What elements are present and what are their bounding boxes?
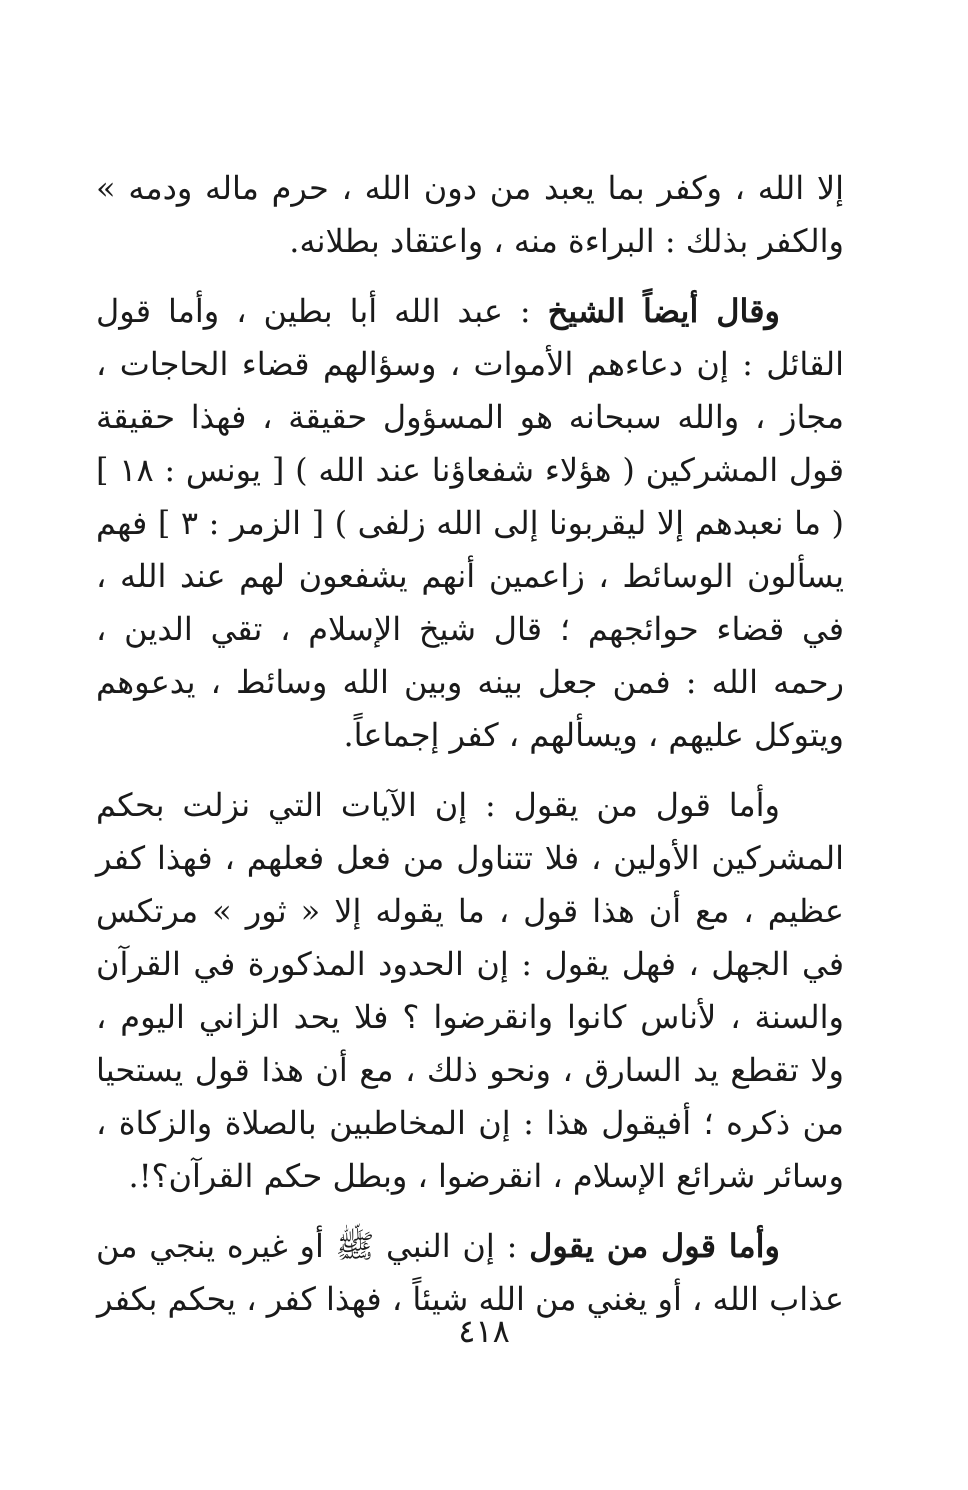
page-body xyxy=(96,162,844,1326)
paragraph-4 xyxy=(96,1220,844,1326)
paragraph-4-lead: وأما قول من يقول xyxy=(529,1227,781,1265)
page-number: ٤١٨ xyxy=(458,1312,510,1350)
paragraph-3-text: وأما قول من يقول : إن الآيات التي نزلت بحكم المشركين الأولين ، فلا تتناول من فعل فعلهم ، فهذا كفر عظيم ، مع أن هذا قول ، ما يقوله إلا « ثور » مرتكس في الجهل ، فهل يقول : إن الحدود المذكورة في القرآن والسنة ، لأناس كانوا وانقرضوا ؟ فلا يحد الزاني اليوم ، ولا تقطع يد السارق ، ونحو ذلك ، مع أن هذا قول يستحيا من ذكره ؛ أفيقول هذا : إن المخاطبين بالصلاة والزكاة ، وسائر شرائع الإسلام ، انقرضوا ، وبطل حكم القرآن؟!. xyxy=(96,786,845,1195)
paragraph-3 xyxy=(96,779,844,1203)
paragraph-2-text: : عبد الله أبا بطين ، وأما قول القائل : إن دعاءهم الأموات ، وسؤالهم قضاء الحاجات ، مجاز ، والله سبحانه هو المسؤول حقيقة ، فهذا حقيقة قول المشركين ( هؤلاء شفعاؤنا عند الله ) [ يونس : ١٨ ] ( ما نعبدهم إلا ليقربونا إلى الله زلفى ) [ الزمر : ٣ ] فهم يسألون الوسائط ، زاعمين أنهم يشفعون لهم عند الله ، في قضاء حوائجهم ؛ قال شيخ الإسلام ، تقي الدين ، رحمه الله : فمن جعل بينه وبين الله وسائط ، يدعوهم ويتوكل عليهم ، ويسألهم ، كفر إجماعاً. xyxy=(96,292,845,754)
paragraph-2 xyxy=(96,285,844,762)
paragraph-4-text: : إن النبي ﷺ أو غيره ينجي من عذاب الله ، أو يغني من الله شيئاً ، فهذا كفر ، يحكم بكفر xyxy=(96,1227,844,1318)
paragraph-1 xyxy=(96,162,844,268)
paragraph-2-lead: وقال أيضاً الشيخ xyxy=(547,292,781,330)
paragraph-1-text: إلا الله ، وكفر بما يعبد من دون الله ، حرم ماله ودمه » والكفر بذلك : البراءة منه ، واعتقاد بطلانه. xyxy=(96,169,845,260)
